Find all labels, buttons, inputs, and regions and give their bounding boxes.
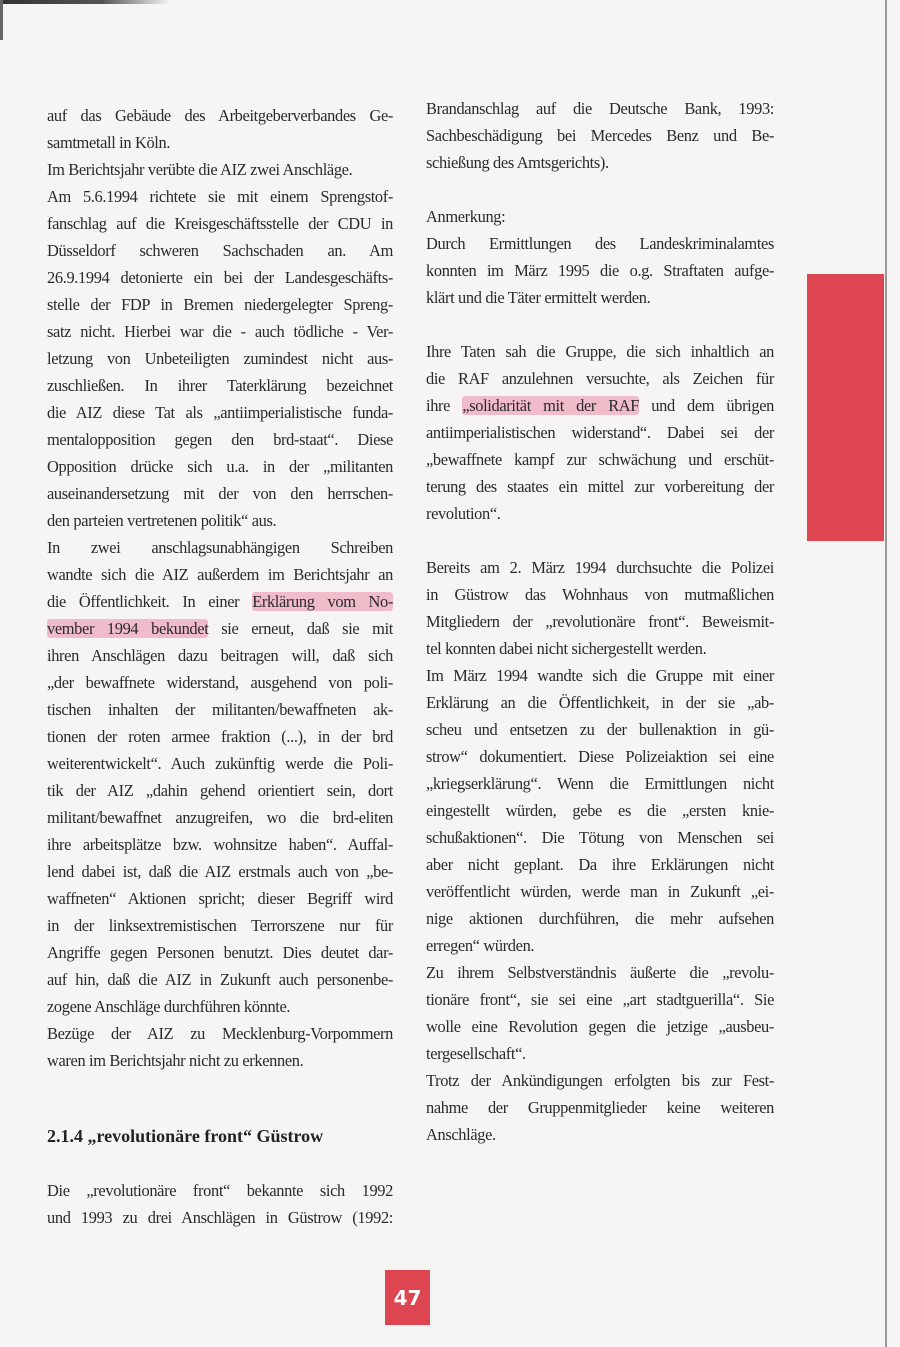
text-line: terung des staates ein mittel zur vorbereitung der <box>426 477 774 496</box>
text-line: nige aktionen durchführen, die mehr aufsehen <box>426 909 774 928</box>
text-line: schießung des Amtsgerichts). <box>426 153 609 172</box>
paragraph <box>47 183 393 534</box>
text-line: schußaktionen“. Die Tötung von Menschen sei <box>426 828 774 847</box>
text-line: tik der AIZ „dahin gehend orientiert sein, dort <box>47 781 393 800</box>
text-segment: die Öffentlichkeit. In einer <box>47 592 253 611</box>
text-line: den parteien vertretenen politik“ aus. <box>47 511 277 530</box>
left-column-text <box>47 102 393 1074</box>
text-line: „kriegserklärung“. Wenn die Ermittlungen nicht <box>426 774 774 793</box>
paragraph <box>426 95 774 176</box>
text-line: Mitgliedern der „revolutionäre front“. Beweismit- <box>426 612 774 631</box>
text-line: Die „revolutionäre front“ bekannte sich 1992 <box>47 1181 393 1200</box>
text-line: militant/bewaffnet anzugreifen, wo die brd-eliten <box>47 808 393 827</box>
text-line: fanschlag auf die Kreisgeschäftsstelle der CDU in <box>47 214 393 233</box>
text-line: strow“ dokumentiert. Diese Polizeiaktion sei eine <box>426 747 774 766</box>
text-line: Im März 1994 wandte sich die Gruppe mit einer <box>426 666 774 685</box>
text-line: Brandanschlag auf die Deutsche Bank, 1993: <box>426 99 774 118</box>
paragraph-gap <box>426 311 774 338</box>
text-line: eingestellt würden, gebe es die „ersten knie- <box>426 801 774 820</box>
paragraph <box>426 1067 774 1148</box>
text-line: Anmerkung: <box>426 207 506 226</box>
text-line: wandte sich die AIZ außerdem im Berichtsjahr an <box>47 565 393 584</box>
text-line: Durch Ermittlungen des Landeskriminalamtes <box>426 234 774 253</box>
text-line: zogene Anschläge durchführen könnte. <box>47 997 291 1016</box>
text-line: Erklärung an die Öffentlichkeit, in der sie „ab- <box>426 693 774 712</box>
chapter-tab-marker <box>807 274 884 541</box>
paragraph <box>47 1020 393 1074</box>
left-column-section-text <box>47 1177 393 1231</box>
text-line: stelle der FDP in Bremen niedergelegter Spreng- <box>47 295 393 314</box>
text-segment: sie erneut, daß sie mit <box>208 619 393 638</box>
text-line: Anschläge. <box>426 1125 496 1144</box>
text-line <box>426 527 774 554</box>
text-line <box>47 615 393 642</box>
text-line: Angriffe gegen Personen benutzt. Dies deutet dar- <box>47 943 393 962</box>
right-column-text <box>426 95 774 1148</box>
text-line: die AIZ diese Tat als „antiimperialistische funda- <box>47 403 393 422</box>
text-line: aber nicht geplant. Da ihre Erklärungen nicht <box>426 855 774 874</box>
text-line: die RAF anzulehnen versuchte, als Zeichen für <box>426 369 774 388</box>
text-line: Düsseldorf schweren Sachschaden an. Am <box>47 241 393 260</box>
text-line: tionen der roten armee fraktion (...), in der brd <box>47 727 393 746</box>
paragraph <box>426 959 774 1067</box>
text-line: „der bewaffnete widerstand, ausgehend von poli- <box>47 673 393 692</box>
text-line: „bewaffnete kampf zur schwächung und erschüt- <box>426 450 774 469</box>
text-line: tischen inhalten der militanten/bewaffneten ak- <box>47 700 393 719</box>
text-line: Bezüge der AIZ zu Mecklenburg-Vorpommern <box>47 1024 393 1043</box>
text-line: klärt und die Täter ermittelt werden. <box>426 288 651 307</box>
highlighted-text: vember 1994 bekundet <box>47 619 209 638</box>
text-line: antiimperialistischen widerstand“. Dabei sei der <box>426 423 774 442</box>
text-segment: ihre <box>426 396 463 415</box>
paragraph-gap <box>426 176 774 203</box>
text-line: Opposition drücke sich u.a. in der „militanten <box>47 457 393 476</box>
text-line: auf hin, daß die AIZ in Zukunft auch personenbe- <box>47 970 393 989</box>
text-line: In zwei anschlagsunabhängigen Schreiben <box>47 538 393 557</box>
text-line: revolution“. <box>426 504 501 523</box>
text-line: nahme der Gruppenmitglieder keine weiteren <box>426 1098 774 1117</box>
highlighted-text: „solidarität mit der RAF <box>462 396 640 415</box>
text-line: samtmetall in Köln. <box>47 133 171 152</box>
text-line: mentalopposition gegen den brd-staat“. Diese <box>47 430 393 449</box>
text-line: Trotz der Ankündigungen erfolgten bis zur Fest- <box>426 1071 774 1090</box>
text-line: waffneten“ Aktionen spricht; dieser Begriff wird <box>47 889 393 908</box>
text-line: Ihre Taten sah die Gruppe, die sich inhaltlich an <box>426 342 774 361</box>
page-number: 47 <box>385 1270 430 1325</box>
text-line: wolle eine Revolution gegen die jetzige „ausbeu- <box>426 1017 774 1036</box>
paragraph <box>426 338 774 527</box>
text-line: 26.9.1994 detonierte ein bei der Landesgeschäfts- <box>47 268 393 287</box>
paragraph <box>47 1177 393 1231</box>
page-edge-line <box>885 0 887 1347</box>
text-line: erregen“ würden. <box>426 936 535 955</box>
paragraph <box>426 554 774 662</box>
section-heading: 2.1.4 „revolutionäre front“ Güstrow <box>47 1126 324 1146</box>
text-line: veröffentlicht würden, werde man in Zukunft „ei- <box>426 882 774 901</box>
text-line: Bereits am 2. März 1994 durchsuchte die Polizei <box>426 558 774 577</box>
text-line: ihre arbeitsplätze bzw. wohnsitze haben“. Auffal- <box>47 835 393 854</box>
text-line: Am 5.6.1994 richtete sie mit einem Sprengstof- <box>47 187 393 206</box>
paragraph <box>47 156 393 183</box>
scan-edge-shadow <box>0 0 170 4</box>
text-line: tionäre front“, sie sei eine „art stadtguerilla“. Sie <box>426 990 774 1009</box>
text-line: Sachbeschädigung bei Mercedes Benz und Be- <box>426 126 774 145</box>
text-line: in der linksextremistischen Terrorszene nur für <box>47 916 393 935</box>
text-line <box>426 392 774 419</box>
text-line: lend dabei ist, daß die AIZ erstmals auch von „be- <box>47 862 393 881</box>
text-line: scheu und entsetzen zu der bullenaktion in gü- <box>426 720 774 739</box>
text-line: zuschließen. In ihrer Taterklärung bezeichnet <box>47 376 393 395</box>
paragraph <box>426 230 774 311</box>
paragraph <box>426 203 774 230</box>
text-line: in Güstrow das Wohnhaus von mutmaßlichen <box>426 585 774 604</box>
text-line: auseinandersetzung mit der von den herrschen- <box>47 484 393 503</box>
text-line <box>426 176 774 203</box>
text-line: satz nicht. Hierbei war die - auch tödliche - Ver- <box>47 322 393 341</box>
paragraph <box>47 102 393 156</box>
text-line: auf das Gebäude des Arbeitgeberverbandes Ge- <box>47 106 393 125</box>
text-line <box>426 311 774 338</box>
highlighted-text: Erklärung vom No- <box>252 592 393 611</box>
text-segment: und dem übrigen <box>639 396 774 415</box>
text-line: Im Berichtsjahr verübte die AIZ zwei Anschläge. <box>47 160 353 179</box>
text-line: konnten im März 1995 die o.g. Straftaten aufge- <box>426 261 774 280</box>
text-line: tergesellschaft“. <box>426 1044 526 1063</box>
paragraph <box>47 534 393 1020</box>
paragraph <box>426 662 774 959</box>
scan-edge-shadow-vertical <box>0 0 3 40</box>
text-line: und 1993 zu drei Anschlägen in Güstrow (1992: <box>47 1208 393 1227</box>
text-line: Zu ihrem Selbstverständnis äußerte die „revolu- <box>426 963 774 982</box>
text-line: waren im Berichtsjahr nicht zu erkennen. <box>47 1051 304 1070</box>
text-line: tel konnten dabei nicht sichergestellt werden. <box>426 639 707 658</box>
text-line: weiterentwickelt“. Auch zukünftig werde die Poli- <box>47 754 393 773</box>
text-line: ihren Anschlägen dazu beitragen will, daß sich <box>47 646 393 665</box>
text-line <box>47 588 393 615</box>
text-line: letzung von Unbeteiligten zumindest nicht aus- <box>47 349 393 368</box>
paragraph-gap <box>426 527 774 554</box>
